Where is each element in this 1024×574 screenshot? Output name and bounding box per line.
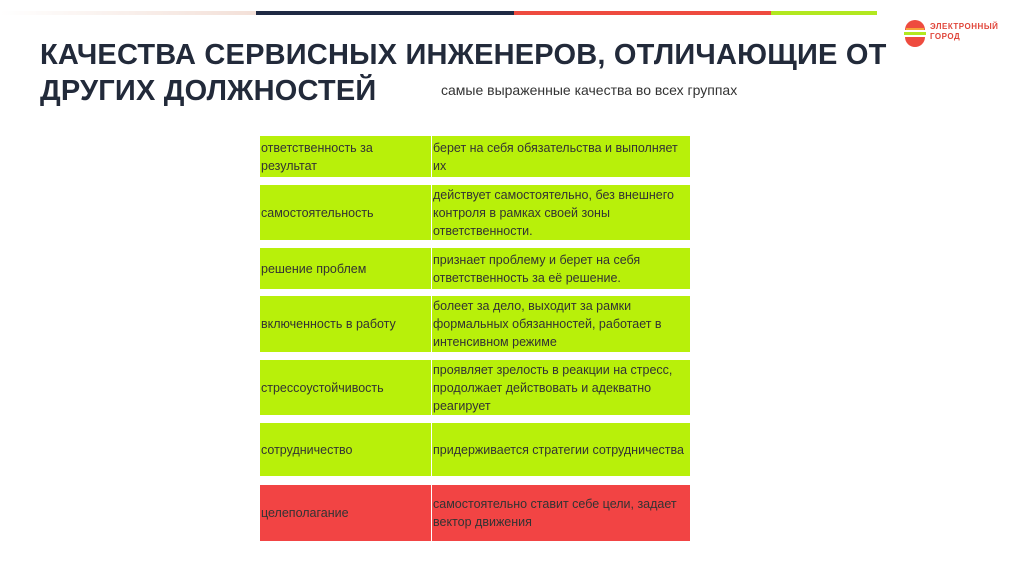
brand-name-line1: ЭЛЕКТРОННЫЙ: [930, 22, 999, 31]
quality-description: болеет за дело, выходит за рамки формальных обязанностей, работает в интенсивном режиме: [432, 296, 690, 352]
quality-name: целеполагание: [260, 485, 432, 541]
brand-name-line2: ГОРОД: [930, 32, 961, 41]
quality-row-engagement: [260, 296, 690, 352]
quality-row-goal-setting: [260, 485, 690, 541]
quality-row-independence: [260, 185, 690, 240]
brand-logo-icon: [902, 18, 928, 48]
quality-row-problem-solving: [260, 248, 690, 289]
quality-description: действует самостоятельно, без внешнего контроля в рамках своей зоны ответственности.: [432, 185, 690, 240]
top-stripe-navy: [256, 11, 514, 15]
quality-name: сотрудничество: [260, 423, 432, 476]
quality-row-stress-resistance: [260, 360, 690, 415]
page-subtitle: самые выраженные качества во всех группах: [441, 82, 738, 98]
quality-description: проявляет зрелость в реакции на стресс, продолжает действовать и адекватно реагирует: [432, 360, 690, 415]
quality-description: берет на себя обязательства и выполняет их: [432, 136, 690, 177]
page-title: [40, 37, 887, 109]
page-title-line1: КАЧЕСТВА СЕРВИСНЫХ ИНЖЕНЕРОВ, ОТЛИЧАЮЩИЕ ОТ: [40, 39, 887, 71]
top-stripe-red: [514, 11, 771, 15]
quality-name: включенность в работу: [260, 296, 432, 352]
quality-description: придерживается стратегии сотрудничества: [432, 423, 690, 476]
top-stripe-green: [771, 11, 877, 15]
quality-description: самостоятельно ставит себе цели, задает вектор движения: [432, 485, 690, 541]
quality-name: решение проблем: [260, 248, 432, 289]
page-title-line2: ДРУГИХ ДОЛЖНОСТЕЙ: [40, 75, 377, 107]
quality-row-cooperation: [260, 423, 690, 476]
quality-name: стрессоустойчивость: [260, 360, 432, 415]
brand-logo: [902, 18, 1012, 48]
top-stripe-fade: [0, 11, 256, 15]
quality-row-responsibility: [260, 136, 690, 177]
quality-description: признает проблему и берет на себя ответственность за её решение.: [432, 248, 690, 289]
brand-name: [930, 22, 998, 42]
quality-name: самостоятельность: [260, 185, 432, 240]
quality-name: ответственность за результат: [260, 136, 432, 177]
